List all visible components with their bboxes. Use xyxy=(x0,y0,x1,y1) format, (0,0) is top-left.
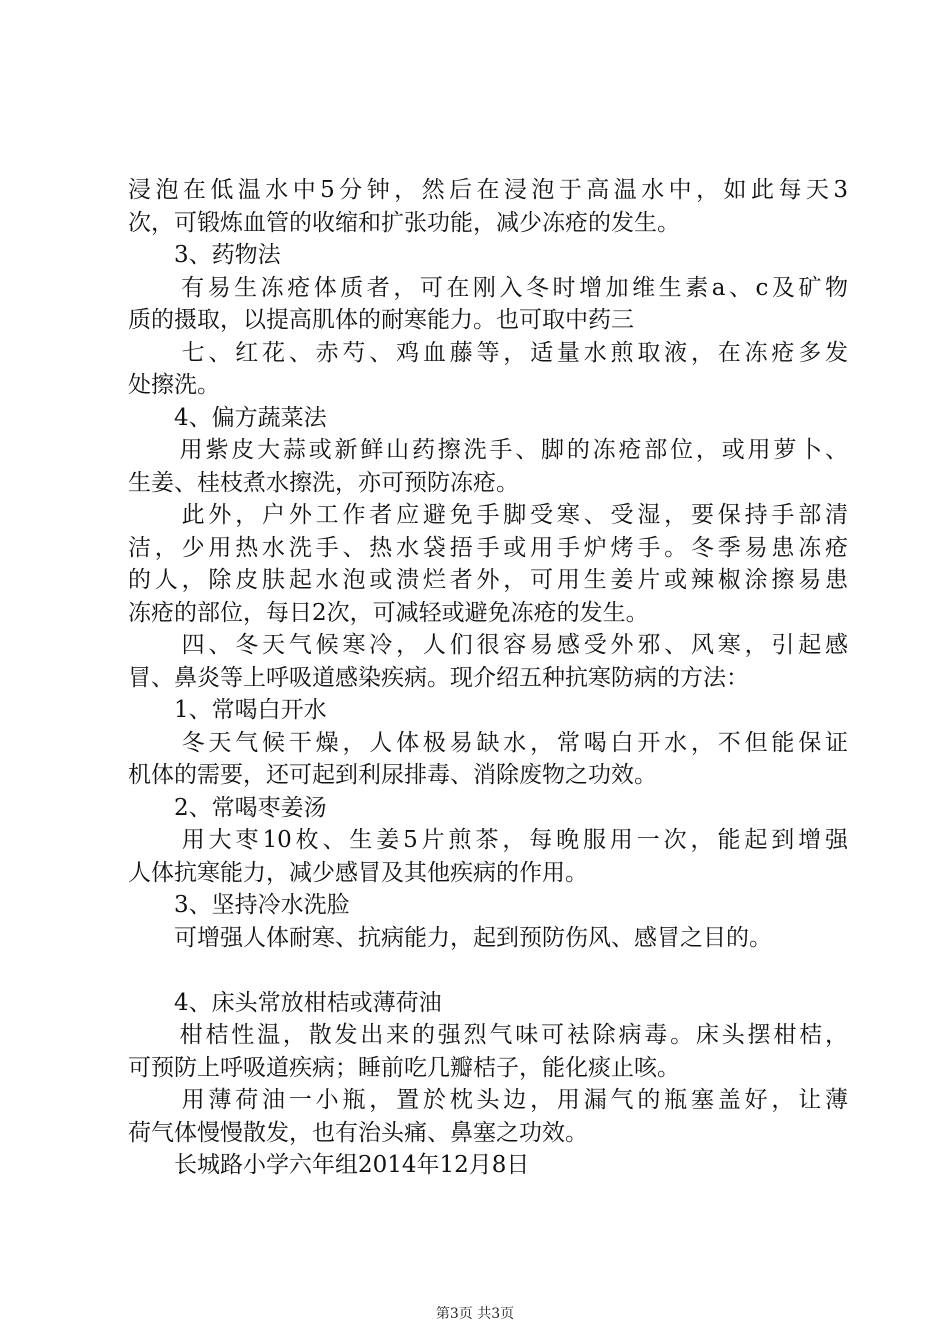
text-line: 机体的需要，还可起到利尿排毒、消除废物之功效。 xyxy=(128,762,657,788)
text-line: 用薄荷油一小瓶，置於枕头边，用漏气的瓶塞盖好，让薄 xyxy=(128,1087,848,1113)
text-line: 此外，户外工作者应避免手脚受寒、受湿，要保持手部清 xyxy=(128,502,848,528)
section-heading: 2、常喝枣姜汤 xyxy=(128,794,327,821)
text-line: 人体抗寒能力，减少感冒及其他疾病的作用。 xyxy=(128,859,588,886)
section-heading: 3、坚持冷水洗脸 xyxy=(128,892,350,918)
text-line: 次，可锻炼血管的收缩和扩张功能，减少冻疮的发生。 xyxy=(128,209,680,236)
text-line: 可增强人体耐寒、抗病能力，起到预防伤风、感冒之目的。 xyxy=(128,924,772,951)
section-heading: 4、床头常放柑桔或薄荷油 xyxy=(128,989,442,1016)
section-heading: 1、常喝白开水 xyxy=(128,697,327,723)
text-line: 用紫皮大蒜或新鲜山药擦洗手、脚的冻疮部位，或用萝卜、 xyxy=(128,437,848,463)
text-line: 可预防上呼吸道疾病；睡前吃几瓣桔子，能化痰止咳。 xyxy=(128,1054,680,1081)
text-line: 有易生冻疮体质者，可在刚入冬时增加维生素a、c及矿物 xyxy=(128,274,848,301)
text-line: 冬天气候干燥，人体极易缺水，常喝白开水，不但能保证 xyxy=(128,729,848,756)
section-heading: 3、药物法 xyxy=(128,242,281,268)
signature-date: 长城路小学六年组2014年12月8日 xyxy=(128,1152,530,1178)
text-line: 处擦洗。 xyxy=(128,372,220,398)
text-line: 冒、鼻炎等上呼吸道感染疾病。现介绍五种抗寒防病的方法： xyxy=(128,664,749,691)
text-line: 浸泡在低温水中5分钟，然后在浸泡于高温水中，如此每天3 xyxy=(128,177,848,203)
text-line: 冻疮的部位，每日2次，可减轻或避免冻疮的发生。 xyxy=(128,599,649,626)
text-line: 四、冬天气候寒冷，人们很容易感受外邪、风寒，引起感 xyxy=(128,632,848,658)
document-body xyxy=(128,174,848,1182)
page-number-footer: 第3页 共3页 xyxy=(435,1306,515,1322)
text-line: 柑桔性温，散发出来的强烈气味可袪除病毒。床头摆柑桔， xyxy=(128,1022,848,1048)
text-line: 洁，少用热水洗手、热水袋捂手或用手炉烤手。冬季易患冻疮 xyxy=(128,534,848,561)
text-line: 的人，除皮肤起水泡或溃烂者外，可用生姜片或辣椒涂擦易患 xyxy=(128,567,848,593)
blank-line xyxy=(128,954,848,987)
text-line: 生姜、桂枝煮水擦洗，亦可预防冻疮。 xyxy=(128,469,519,496)
text-line: 质的摄取，以提高肌体的耐寒能力。也可取中药三 xyxy=(128,307,634,333)
section-heading: 4、偏方蔬菜法 xyxy=(128,404,327,431)
text-line: 七、红花、赤芍、鸡血藤等，适量水煎取液，在冻疮多发 xyxy=(128,339,848,366)
text-line: 用大枣10枚、生姜5片煎茶，每晚服用一次，能起到增强 xyxy=(128,827,848,853)
text-line: 荷气体慢慢散发，也有治头痛、鼻塞之功效。 xyxy=(128,1119,588,1146)
